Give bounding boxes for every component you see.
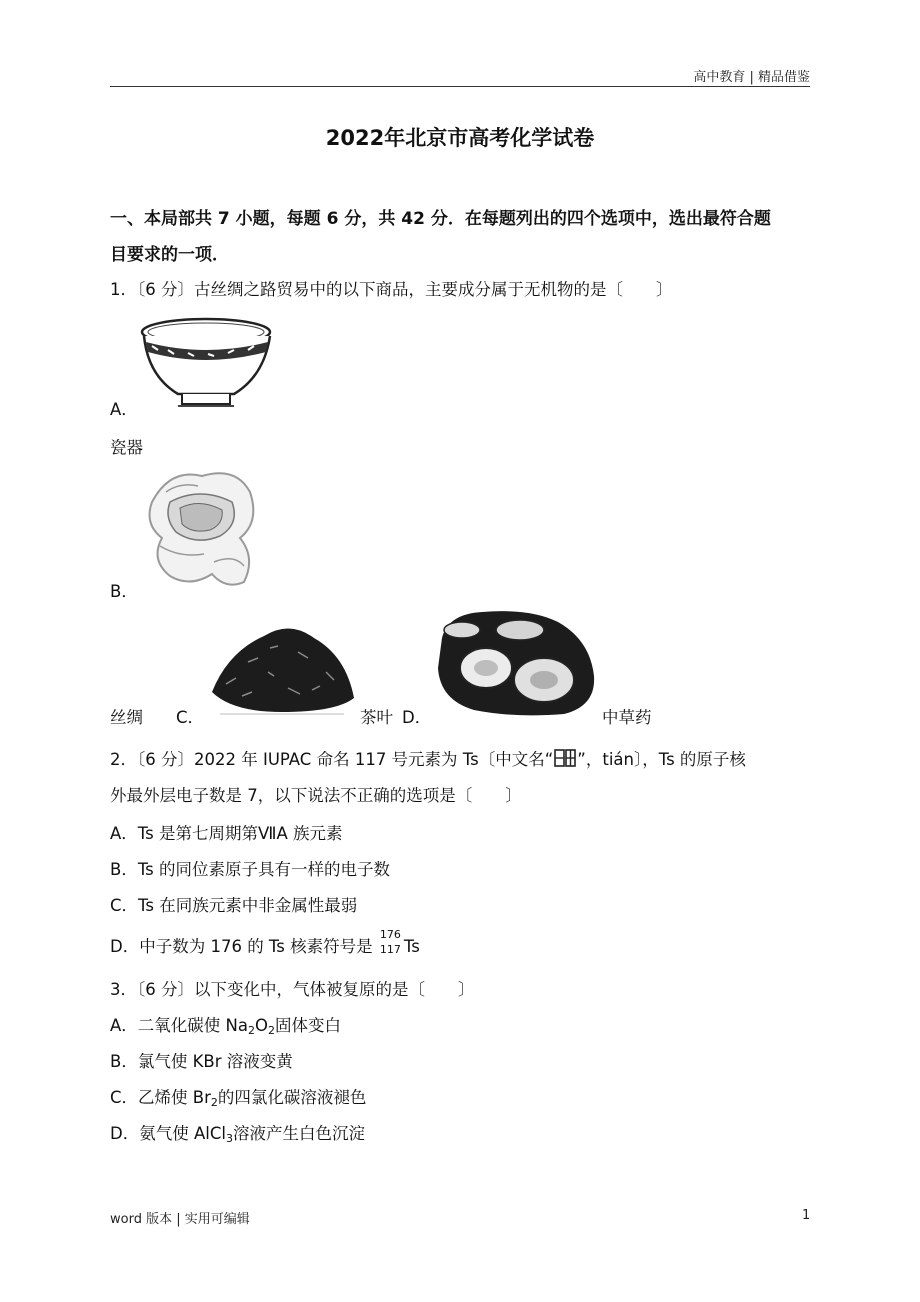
q3-option-c-text: 的四氯化碳溶液褪色 xyxy=(217,1088,367,1107)
q2-stem-part2: ”，tián〕，Ts 的原子核 xyxy=(577,750,746,769)
herbal-medicine-image xyxy=(434,606,600,718)
subscript: 2 xyxy=(268,1024,275,1037)
element-symbol: Ts xyxy=(403,937,420,956)
q2-option-d-text: D．中子数为 176 的 Ts 核素符号是 xyxy=(110,937,378,956)
atomic-number: 117 xyxy=(379,943,401,956)
q3-option-a-text: 固体变白 xyxy=(275,1016,341,1035)
q1-stem: 1．〔6 分〕古丝绸之路贸易中的以下商品，主要成分属于无机物的是〔 〕 xyxy=(110,280,673,299)
q2-option-b: B．Ts 的同位素原子具有一样的电子数 xyxy=(110,860,391,879)
q3-option-c-text: C．乙烯使 Br xyxy=(110,1088,211,1107)
q3-option-d-text: 溶液产生白色沉淀 xyxy=(232,1124,365,1143)
subscript: 2 xyxy=(210,1096,218,1109)
q2-option-c: C．Ts 在同族元素中非金属性最弱 xyxy=(110,896,358,915)
porcelain-bowl-image xyxy=(138,312,278,412)
q3-option-a xyxy=(110,1012,341,1036)
q3-stem: 3．〔6 分〕以下变化中，气体被复原的是〔 〕 xyxy=(110,980,475,999)
silk-image xyxy=(140,462,265,590)
q2-option-a: A．Ts 是第七周期第ⅦA 族元素 xyxy=(110,824,343,843)
q2-stem-line2: 外最外层电子数是 7，以下说法不正确的选项是〔 〕 xyxy=(110,786,522,805)
q1-option-c-letter: C． xyxy=(176,708,205,727)
subscript: 2 xyxy=(248,1024,255,1037)
q1-option-d-label: 中草药 xyxy=(602,708,652,727)
mass-number: 176 xyxy=(379,928,401,941)
q3-option-b: B．氯气使 KBr 溶液变黄 xyxy=(110,1052,293,1071)
page-title: 2022年北京市高考化学试卷 xyxy=(325,126,595,150)
q2-stem-line1 xyxy=(110,746,746,770)
q2-option-d xyxy=(110,930,420,960)
q1-option-b-letter: B． xyxy=(110,582,138,601)
q3-option-d xyxy=(110,1120,365,1144)
tian-character-image xyxy=(553,748,577,768)
header-text: 高中教育 | 精品借鉴 xyxy=(693,70,810,85)
q2-stem-part1: 2．〔6 分〕2022 年 IUPAC 命名 117 号元素为 Ts〔中文名“ xyxy=(110,750,554,769)
q3-option-a-text: A．二氧化碳使 Na xyxy=(110,1016,248,1035)
q1-option-c-label: 茶叶 xyxy=(360,708,393,727)
subscript: 3 xyxy=(225,1132,233,1145)
q1-option-d-letter: D． xyxy=(402,708,432,727)
section-heading-line1: 一、本局部共 7 小题，每题 6 分，共 42 分．在每题列出的四个选项中，选出最符合题 xyxy=(110,209,771,229)
q1-option-b-label: 丝绸 xyxy=(110,708,143,727)
q3-option-a-text: O xyxy=(255,1016,268,1035)
tea-leaves-image xyxy=(208,612,356,716)
nuclide-notation xyxy=(378,930,404,960)
q1-option-a-label: 瓷器 xyxy=(110,438,143,457)
q3-option-d-text: D．氨气使 AlCl xyxy=(110,1124,226,1143)
footer-text: word 版本 | 实用可编辑 xyxy=(110,1212,250,1227)
q1-option-a-letter: A． xyxy=(110,400,138,419)
q3-option-c xyxy=(110,1084,366,1108)
section-heading-line2: 目要求的一项． xyxy=(110,245,229,265)
header-rule xyxy=(110,86,810,87)
page-number: 1 xyxy=(802,1208,811,1223)
